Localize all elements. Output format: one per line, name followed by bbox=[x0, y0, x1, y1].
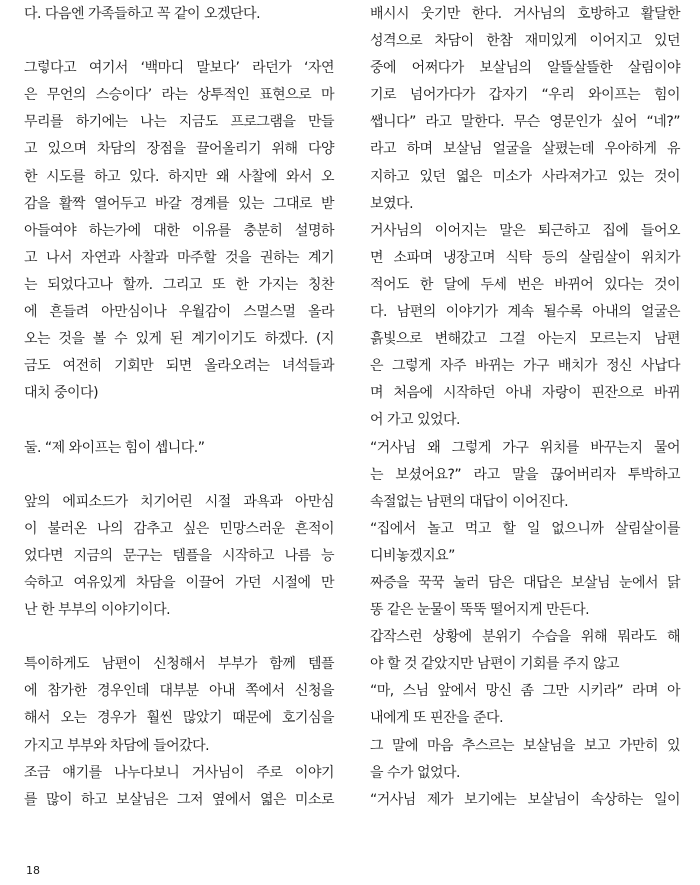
text-line: 금도 여전히 기회만 되면 올라오려는 녀석들과 bbox=[24, 358, 334, 375]
text-line: 어 가고 있었다. bbox=[370, 412, 460, 429]
text-line: 쌥니다” 라고 말한다. 무슨 영문인가 싶어 “네?” bbox=[370, 114, 680, 131]
text-line: 대치 중이다) bbox=[24, 385, 99, 402]
text-line: 었다면 지금의 문구는 템플을 시작하고 나름 능 bbox=[24, 547, 334, 564]
text-line: 거사님의 이어지는 말은 퇴근하고 집에 들어오 bbox=[370, 222, 680, 239]
paragraph-gap bbox=[24, 624, 334, 651]
text-line: 을 수가 없었다. bbox=[370, 764, 460, 781]
text-line: 그 말에 마음 추스르는 보살님을 보고 가만히 있 bbox=[370, 737, 680, 754]
text-line: 이 불러온 나의 감추고 싶은 민망스러운 흔적이 bbox=[24, 520, 334, 537]
text-line: 은 그렇게 자주 바뀌는 가구 배치가 정신 사납다 bbox=[370, 358, 680, 375]
text-line: “거사님 제가 보기에는 보살님이 속상하는 일이 bbox=[370, 791, 680, 808]
text-line: 아들여야 하는가에 대한 이유를 충분히 설명하 bbox=[24, 222, 334, 239]
text-line: 고 있으며 차담의 장점을 끌어올리기 위해 다양 bbox=[24, 141, 334, 158]
text-line: 특이하게도 남편이 신청해서 부부가 함께 템플 bbox=[24, 656, 334, 673]
text-line: 야 할 것 같았지만 남편이 기회를 주지 않고 bbox=[370, 656, 620, 673]
text-line: 는 보셨어요?” 라고 말을 끊어버리자 투박하고 bbox=[370, 466, 680, 483]
text-line: 똥 같은 눈물이 뚝뚝 떨어지게 만든다. bbox=[370, 602, 590, 619]
paragraph-gap bbox=[24, 407, 334, 434]
text-line: 오는 것을 볼 수 있게 된 계기이기도 하겠다. (지 bbox=[24, 331, 334, 348]
text-line: 속절없는 남편의 대답이 이어진다. bbox=[370, 493, 569, 510]
paragraph-gap bbox=[24, 462, 334, 489]
text-line: 보였다. bbox=[370, 195, 414, 212]
text-line: 그렇다고 여기서 ‘백마디 말보다’ 라던가 ‘자연 bbox=[24, 60, 334, 77]
text-line: 다. 남편의 이야기가 계속 될수록 아내의 얼굴은 bbox=[370, 304, 680, 321]
text-line: 흙빛으로 변해갔고 그걸 아는지 모르는지 남편 bbox=[370, 331, 680, 348]
text-line: 다. 다음엔 가족들하고 꼭 같이 오겠단다. bbox=[24, 6, 261, 22]
text-line: 성격으로 차담이 한참 재미있게 이어지고 있던 bbox=[370, 33, 680, 50]
paragraph-gap bbox=[24, 28, 334, 55]
text-line: 에 참가한 경우인데 대부분 아내 쪽에서 신청을 bbox=[24, 683, 334, 700]
text-line: 감을 활짝 열어두고 바갈 경계를 있는 그대로 받 bbox=[24, 195, 334, 212]
text-line: 내에게 또 핀잔을 준다. bbox=[370, 710, 504, 727]
text-line: “집에서 놀고 먹고 할 일 없으니까 살림살이를 bbox=[370, 520, 680, 537]
text-line: 지하고 있던 엷은 미소가 사라져가고 있는 것이 bbox=[370, 168, 680, 185]
text-line: 기로 넘어가다가 갑자기 “우리 와이프는 힘이 bbox=[370, 87, 680, 104]
text-line: 둘. “제 와이프는 힘이 셉니다.” bbox=[24, 439, 205, 456]
text-line: 에 흔들려 아만심이나 우월감이 스멀스멀 올라 bbox=[24, 304, 334, 321]
text-line: “거사님 왜 그렇게 가구 위치를 바꾸는지 물어 bbox=[370, 439, 680, 456]
text-line: 배시시 웃기만 한다. 거사님의 호방하고 활달한 bbox=[370, 6, 680, 22]
text-line: 는 되었다고나 할까. 그리고 또 한 가지는 칭찬 bbox=[24, 276, 334, 293]
left-column bbox=[24, 0, 334, 814]
text-line: 은 무언의 스승이다’ 라는 상투적인 표현으로 마 bbox=[24, 87, 334, 104]
text-line: 라고 하며 보살님 얼굴을 살폈는데 우아하게 유 bbox=[370, 141, 680, 158]
text-line: 를 많이 하고 보살님은 그저 옆에서 엷은 미소로 bbox=[24, 791, 334, 808]
text-line: 며 처음에 시작하던 아내 자랑이 핀잔으로 바뀌 bbox=[370, 385, 680, 402]
text-line: 한 시도를 하고 있다. 하지만 왜 사찰에 와서 오 bbox=[24, 168, 334, 185]
right-column bbox=[370, 0, 680, 814]
text-line: 고 나서 자연과 사찰과 마주할 것을 권하는 계기 bbox=[24, 249, 334, 266]
text-line: 해서 오는 경우가 훨씬 많았기 때문에 호기심을 bbox=[24, 710, 334, 727]
text-line: 갑작스런 상황에 분위기 수습을 위해 뭐라도 해 bbox=[370, 629, 680, 646]
text-line: 앞의 에피소드가 치기어린 시절 과욕과 아만심 bbox=[24, 493, 334, 510]
text-line: 숙하고 여유있게 차담을 이끌어 가던 시절에 만 bbox=[24, 574, 334, 591]
text-line: 디비놓겠지요” bbox=[370, 547, 455, 564]
text-line: 조금 얘기를 나누다보니 거사님이 주로 이야기 bbox=[24, 764, 334, 781]
text-line: “마, 스님 앞에서 망신 좀 그만 시키라” 라며 아 bbox=[370, 683, 680, 700]
text-line: 난 한 부부의 이야기이다. bbox=[24, 602, 171, 619]
text-line: 면 소파며 냉장고며 식탁 등의 살림살이 위치가 bbox=[370, 249, 680, 266]
page-number: 18 bbox=[26, 864, 40, 877]
text-line: 중에 어쩌다가 보살님의 알뜰살뜰한 살림이야 bbox=[370, 60, 680, 77]
text-line: 가지고 부부와 차담에 들어갔다. bbox=[24, 737, 210, 754]
text-line: 짜증을 꾹꾹 눌러 담은 대답은 보살님 눈에서 닭 bbox=[370, 574, 680, 591]
text-line: 무리를 하기에는 나는 지금도 프로그램을 만들 bbox=[24, 114, 334, 131]
text-line: 적어도 한 달에 두세 번은 바뀌어 있다는 것이 bbox=[370, 276, 680, 293]
